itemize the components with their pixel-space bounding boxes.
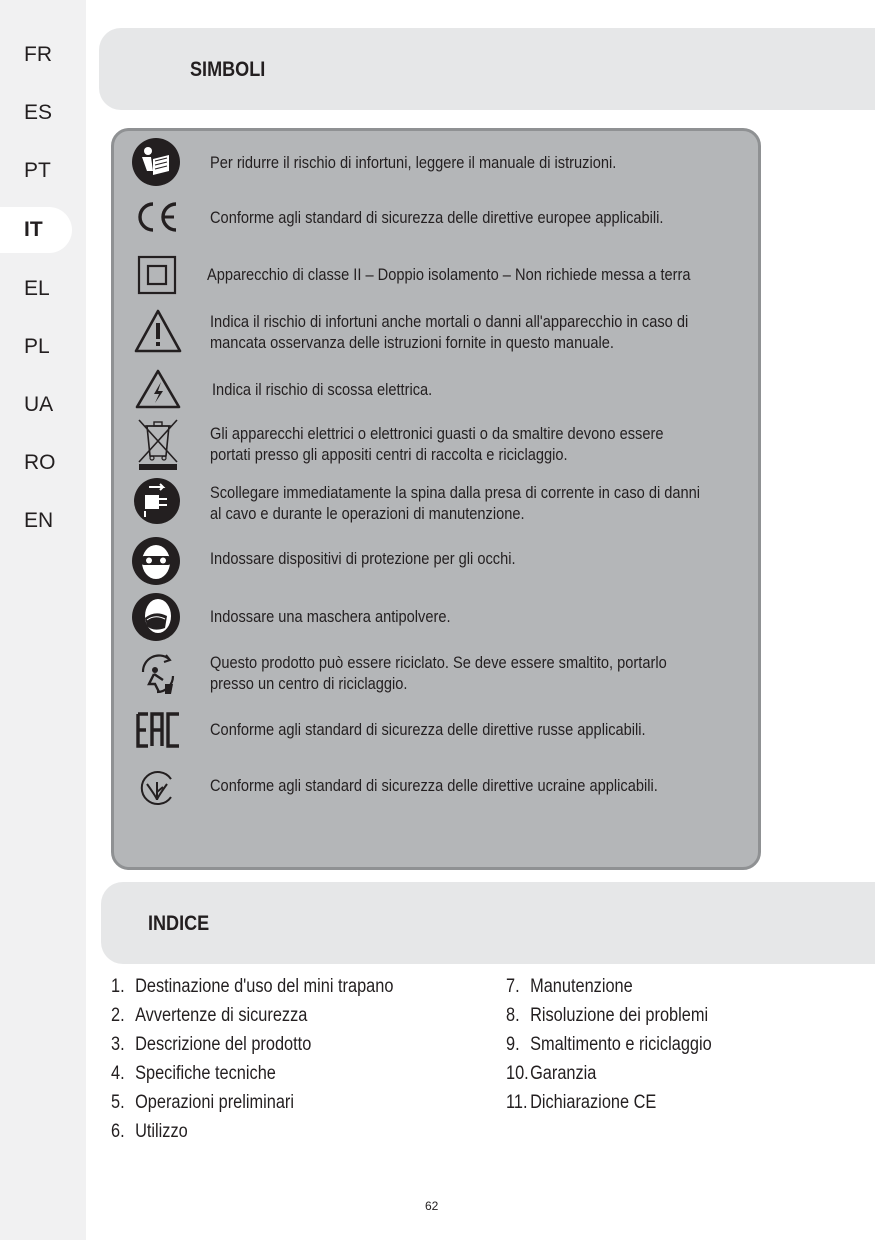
warning-icon (134, 308, 182, 354)
toc-item[interactable]: 8. Risoluzione dei problemi (506, 1005, 709, 1026)
language-sidebar (0, 0, 86, 1240)
lang-tab-pl[interactable]: PL (24, 335, 50, 358)
lang-tab-fr[interactable]: FR (24, 43, 52, 66)
symbol-text-eye-protection: Indossare dispositivi di protezione per gli occhi. (210, 549, 516, 568)
symbol-text-recycle: Questo prodotto può essere riciclato. Se deve essere smaltito, portarlo presso un centro di riciclaggio. (210, 653, 667, 693)
symbol-text-class-ii: Apparecchio di classe II – Doppio isolamento – Non richiede messa a terra (207, 265, 691, 284)
read-manual-icon (131, 137, 181, 187)
toc-item[interactable]: 10.Garanzia (506, 1063, 597, 1084)
symbol-text-ce: Conforme agli standard di sicurezza delle direttive europee applicabili. (210, 208, 664, 227)
toc-item[interactable]: 6. Utilizzo (111, 1121, 188, 1142)
symbol-text-unplug: Scollegare immediatamente la spina dalla presa di corrente in caso di danni al cavo e durante le operazioni di manutenzione. (210, 483, 701, 523)
dust-mask-icon (131, 592, 181, 642)
lang-tab-ua[interactable]: UA (24, 393, 54, 416)
lang-tab-en[interactable]: EN (24, 509, 54, 532)
symbol-text-dust-mask: Indossare una maschera antipolvere. (210, 607, 451, 626)
toc-item[interactable]: 2. Avvertenze di sicurezza (111, 1005, 308, 1026)
symbol-text-ua: Conforme agli standard di sicurezza delle direttive ucraine applicabili. (210, 776, 658, 795)
toc-item[interactable]: 3. Descrizione del prodotto (111, 1034, 312, 1055)
page-number: 62 (425, 1199, 439, 1213)
lang-tab-it[interactable]: IT (0, 207, 72, 253)
electric-shock-icon (135, 368, 181, 410)
index-title: INDICE (148, 912, 210, 935)
symbols-title: SIMBOLI (190, 58, 266, 81)
index-header (101, 882, 875, 964)
eac-mark-icon (135, 710, 183, 750)
eye-protection-icon (131, 536, 181, 586)
toc-item[interactable]: 1. Destinazione d'uso del mini trapano (111, 976, 394, 997)
weee-bin-icon (137, 418, 179, 472)
unplug-icon (133, 477, 181, 525)
symbol-text-warning: Indica il rischio di infortuni anche mortali o danni all'apparecchio in caso di mancata osservanza delle istruzioni fornite in questo manuale. (210, 312, 689, 352)
lang-tab-pt[interactable]: PT (24, 159, 51, 182)
lang-tab-es[interactable]: ES (24, 101, 53, 124)
class-ii-icon (137, 255, 177, 295)
toc-item[interactable]: 5. Operazioni preliminari (111, 1092, 295, 1113)
ua-mark-icon (137, 768, 177, 808)
lang-tab-el[interactable]: EL (24, 277, 50, 300)
symbol-text-read-manual: Per ridurre il rischio di infortuni, leggere il manuale di istruzioni. (210, 153, 617, 172)
symbol-text-electric-shock: Indica il rischio di scossa elettrica. (212, 380, 433, 399)
toc-item[interactable]: 4. Specifiche tecniche (111, 1063, 276, 1084)
toc-item[interactable]: 11. Dichiarazione CE (506, 1092, 657, 1113)
toc-item[interactable]: 7. Manutenzione (506, 976, 633, 997)
symbol-text-eac: Conforme agli standard di sicurezza delle direttive russe applicabili. (210, 720, 646, 739)
symbol-text-weee: Gli apparecchi elettrici o elettronici guasti o da smaltire devono essere portati presso gli appositi centri di raccolta e riciclaggio. (210, 424, 664, 464)
toc-item[interactable]: 9. Smaltimento e riciclaggio (506, 1034, 712, 1055)
lang-tab-ro[interactable]: RO (24, 451, 56, 474)
ce-mark-icon (134, 200, 180, 234)
recycle-icon (135, 650, 181, 698)
